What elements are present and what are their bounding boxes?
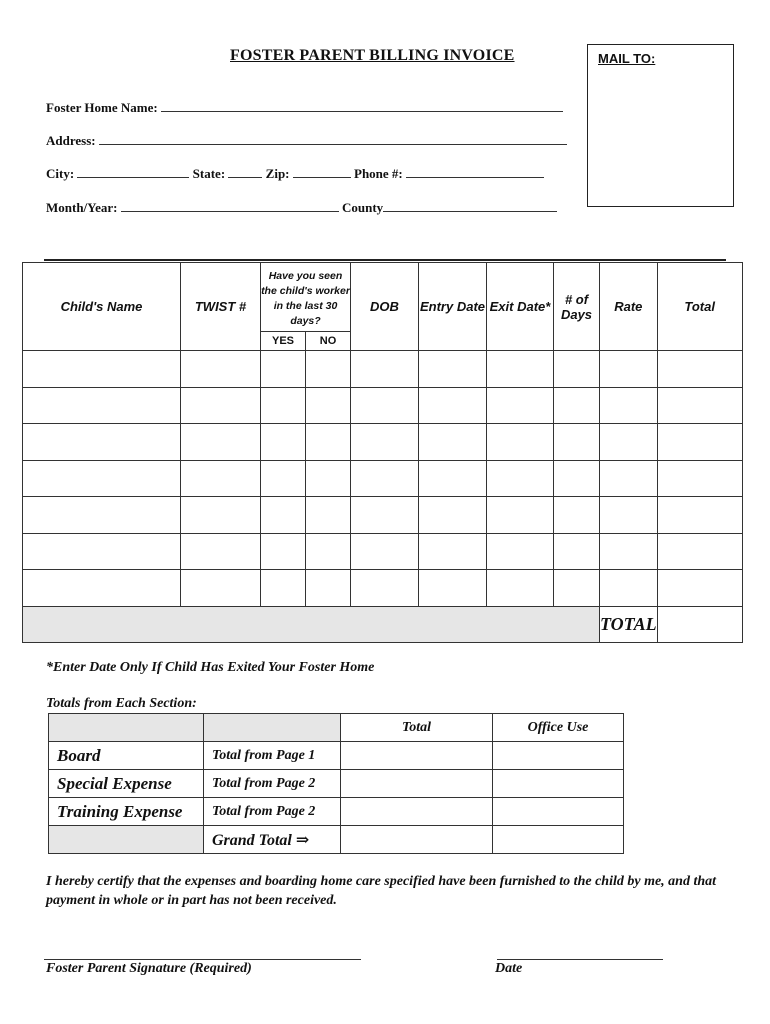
entry-cell[interactable] — [261, 570, 306, 607]
exit-date-footnote: *Enter Date Only If Child Has Exited Your Foster Home — [46, 660, 375, 675]
entry-cell[interactable] — [306, 533, 351, 570]
zip-label: Zip: — [265, 166, 290, 181]
entry-cell[interactable] — [23, 533, 181, 570]
phone-label: Phone #: — [354, 166, 403, 181]
foster-home-name-label: Foster Home Name: — [46, 100, 158, 115]
signature-line[interactable] — [44, 959, 361, 960]
entry-cell[interactable] — [181, 387, 261, 424]
zip-field[interactable] — [293, 165, 351, 178]
entry-cell[interactable] — [554, 351, 600, 388]
entry-cell[interactable] — [351, 570, 419, 607]
grand-total-cell[interactable] — [657, 606, 742, 642]
address-label: Address: — [46, 133, 96, 148]
entry-cell[interactable] — [487, 570, 554, 607]
entry-cell[interactable] — [306, 424, 351, 461]
entry-cell[interactable] — [554, 497, 600, 534]
summary-row — [49, 742, 624, 770]
entry-cell[interactable] — [306, 387, 351, 424]
entry-cell[interactable] — [23, 497, 181, 534]
summary-header-blank — [49, 714, 204, 742]
child-entry-row — [23, 497, 743, 534]
entry-cell[interactable] — [23, 570, 181, 607]
certification-statement: I hereby certify that the expenses and boarding home care specified have been furnished to the child by me, and that payment in whole or in part has not been received. — [46, 874, 717, 908]
entry-cell[interactable] — [419, 533, 487, 570]
city-state-zip-phone-row — [46, 165, 544, 182]
child-entry-row — [23, 387, 743, 424]
grand-total-office-cell[interactable] — [493, 826, 624, 854]
num-days-header: # of Days — [554, 263, 600, 351]
section-training-expense-source: Total from Page 2 — [204, 798, 341, 826]
entry-cell[interactable] — [181, 460, 261, 497]
section-training-expense-label: Training Expense — [49, 798, 204, 826]
entry-cell[interactable] — [487, 424, 554, 461]
entry-cell[interactable] — [487, 387, 554, 424]
entry-cell[interactable] — [554, 570, 600, 607]
address-row — [46, 132, 567, 149]
entry-cell[interactable] — [419, 570, 487, 607]
dob-header: DOB — [351, 263, 419, 351]
section-training-expense-total-cell[interactable] — [341, 798, 493, 826]
county-label: County — [342, 200, 384, 215]
totals-section-title: Totals from Each Section: — [46, 696, 197, 711]
entry-cell[interactable] — [657, 497, 742, 534]
grand-total-value-cell[interactable] — [341, 826, 493, 854]
summary-row — [49, 770, 624, 798]
entry-cell[interactable] — [181, 424, 261, 461]
entry-cell[interactable] — [261, 424, 306, 461]
month-year-field[interactable] — [121, 199, 339, 212]
section-board-office-cell[interactable] — [493, 742, 624, 770]
child-entry-row — [23, 424, 743, 461]
table-total-row — [23, 606, 743, 642]
rate-header: Rate — [600, 263, 658, 351]
entry-cell[interactable] — [600, 351, 658, 388]
signature-label: Foster Parent Signature (Required) — [46, 961, 252, 976]
section-board-source: Total from Page 1 — [204, 742, 341, 770]
summary-header-row — [49, 714, 624, 742]
entry-cell[interactable] — [600, 570, 658, 607]
entry-cell[interactable] — [181, 570, 261, 607]
entry-cell[interactable] — [23, 424, 181, 461]
entry-cell[interactable] — [261, 351, 306, 388]
mail-to-label: MAIL TO: — [598, 51, 656, 66]
twist-header: TWIST # — [181, 263, 261, 351]
entry-cell[interactable] — [657, 460, 742, 497]
entry-cell[interactable] — [487, 351, 554, 388]
table-header-row — [23, 263, 743, 332]
entry-cell[interactable] — [306, 460, 351, 497]
section-special-expense-source: Total from Page 2 — [204, 770, 341, 798]
child-entry-row — [23, 533, 743, 570]
entry-cell[interactable] — [657, 351, 742, 388]
entry-cell[interactable] — [487, 460, 554, 497]
entry-cell[interactable] — [657, 570, 742, 607]
entry-cell[interactable] — [419, 424, 487, 461]
entry-cell[interactable] — [600, 497, 658, 534]
state-label: State: — [192, 166, 226, 181]
section-special-expense-office-cell[interactable] — [493, 770, 624, 798]
entry-cell[interactable] — [419, 497, 487, 534]
entry-cell[interactable] — [23, 460, 181, 497]
section-special-expense-label: Special Expense — [49, 770, 204, 798]
entry-cell[interactable] — [306, 351, 351, 388]
entry-cell[interactable] — [181, 533, 261, 570]
section-training-expense-office-cell[interactable] — [493, 798, 624, 826]
city-label: City: — [46, 166, 75, 181]
summary-total-header: Total — [341, 714, 493, 742]
summary-header-blank-2 — [204, 714, 341, 742]
entry-cell[interactable] — [600, 424, 658, 461]
entry-cell[interactable] — [306, 497, 351, 534]
entry-cell[interactable] — [261, 497, 306, 534]
entry-cell[interactable] — [351, 351, 419, 388]
entry-cell[interactable] — [554, 387, 600, 424]
foster-home-name-row — [46, 99, 563, 116]
entry-cell[interactable] — [600, 387, 658, 424]
entry-cell[interactable] — [23, 351, 181, 388]
entry-cell[interactable] — [419, 387, 487, 424]
entry-cell[interactable] — [351, 387, 419, 424]
entry-cell[interactable] — [554, 533, 600, 570]
totals-summary-table — [48, 713, 624, 854]
section-divider — [44, 259, 726, 261]
summary-row — [49, 798, 624, 826]
yes-header: YES — [261, 332, 306, 351]
mail-to-box — [587, 44, 734, 207]
phone-field[interactable] — [406, 165, 544, 178]
section-special-expense-total-cell[interactable] — [341, 770, 493, 798]
child-entry-row — [23, 570, 743, 607]
city-field[interactable] — [77, 165, 189, 178]
total-label: TOTAL — [600, 606, 658, 642]
entry-cell[interactable] — [351, 424, 419, 461]
entry-cell[interactable] — [657, 533, 742, 570]
child-entry-row — [23, 460, 743, 497]
grand-total-label: Grand Total ⇒ — [204, 826, 341, 854]
month-year-label: Month/Year: — [46, 200, 118, 215]
form-title: FOSTER PARENT BILLING INVOICE — [230, 47, 515, 64]
entry-cell[interactable] — [306, 570, 351, 607]
address-field[interactable] — [99, 132, 567, 145]
child-name-header: Child's Name — [23, 263, 181, 351]
grand-total-shading — [49, 826, 204, 854]
entry-cell[interactable] — [419, 460, 487, 497]
entry-cell[interactable] — [181, 351, 261, 388]
total-row-shading — [23, 606, 600, 642]
entry-cell[interactable] — [419, 351, 487, 388]
entry-cell[interactable] — [351, 497, 419, 534]
entry-cell[interactable] — [554, 460, 600, 497]
entry-cell[interactable] — [351, 533, 419, 570]
child-entry-row — [23, 351, 743, 388]
entry-cell[interactable] — [657, 387, 742, 424]
no-header: NO — [306, 332, 351, 351]
entry-cell[interactable] — [600, 533, 658, 570]
date-label: Date — [495, 961, 523, 976]
entry-cell[interactable] — [351, 460, 419, 497]
exit-date-header: Exit Date* — [487, 263, 554, 351]
total-header: Total — [657, 263, 742, 351]
summary-grand-total-row — [49, 826, 624, 854]
summary-office-use-header: Office Use — [493, 714, 624, 742]
county-field[interactable] — [383, 199, 557, 212]
entry-cell[interactable] — [23, 387, 181, 424]
entry-cell[interactable] — [657, 424, 742, 461]
entry-cell[interactable] — [487, 533, 554, 570]
entry-cell[interactable] — [554, 424, 600, 461]
entry-cell[interactable] — [261, 460, 306, 497]
children-table — [22, 262, 743, 643]
entry-cell[interactable] — [600, 460, 658, 497]
entry-cell[interactable] — [261, 533, 306, 570]
entry-cell[interactable] — [261, 387, 306, 424]
state-field[interactable] — [228, 165, 262, 178]
worker-seen-header: Have you seen the child's worker in the last 30 days? — [261, 263, 351, 332]
entry-cell[interactable] — [487, 497, 554, 534]
month-county-row — [46, 199, 557, 216]
entry-date-header: Entry Date — [419, 263, 487, 351]
entry-cell[interactable] — [181, 497, 261, 534]
date-line[interactable] — [497, 959, 663, 960]
section-board-total-cell[interactable] — [341, 742, 493, 770]
foster-home-name-field[interactable] — [161, 99, 563, 112]
section-board-label: Board — [49, 742, 204, 770]
